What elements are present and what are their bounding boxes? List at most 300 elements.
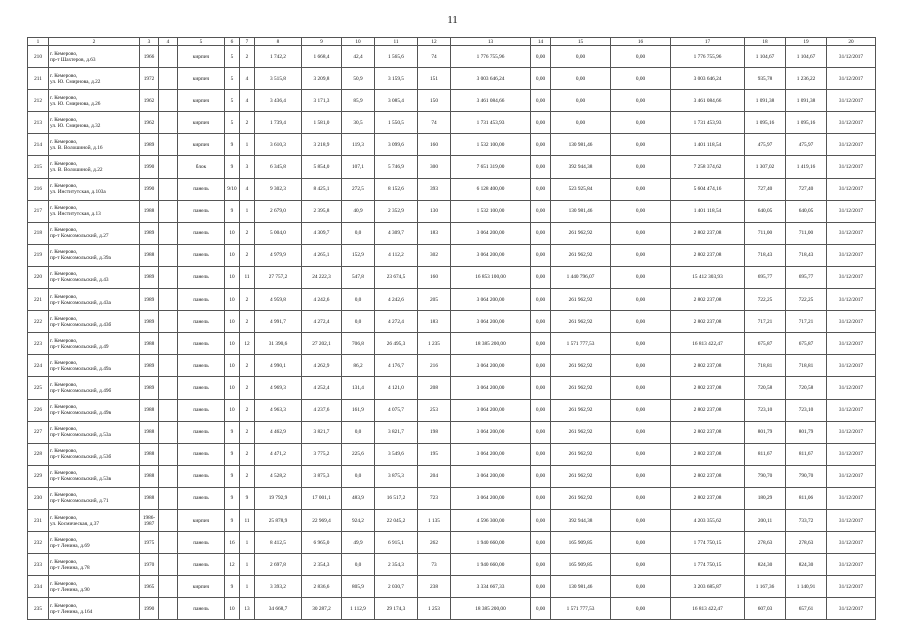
cell-year: 1988 bbox=[140, 333, 159, 355]
cell-c9: 4 252,4 bbox=[302, 377, 342, 399]
address-cell bbox=[49, 68, 140, 90]
cell-fl: 9 bbox=[225, 465, 240, 487]
cell-fl: 10 bbox=[225, 222, 240, 244]
address-street: пр-т Ленина, д.78 bbox=[50, 564, 90, 571]
cell-c18: 720,58 bbox=[745, 377, 786, 399]
cell-c10: 0,0 bbox=[342, 311, 375, 333]
cell-c17: 3 461 084,66 bbox=[671, 90, 745, 112]
cell-ent: 2 bbox=[240, 377, 255, 399]
cell-c12: 253 bbox=[418, 399, 451, 421]
cell-c15: 261 962,92 bbox=[551, 443, 611, 465]
address-cell bbox=[49, 377, 140, 399]
cell-c14: 0,00 bbox=[531, 509, 551, 531]
cell-year: 1989 bbox=[140, 311, 159, 333]
cell-c17: 2 802 237,08 bbox=[671, 311, 745, 333]
cell-c13: 4 596 300,00 bbox=[451, 509, 531, 531]
cell-c14: 0,00 bbox=[531, 222, 551, 244]
cell-c14: 0,00 bbox=[531, 465, 551, 487]
cell-year: 1989 bbox=[140, 266, 159, 288]
cell-fl: 9 bbox=[225, 156, 240, 178]
cell-c13: 3 064 200,00 bbox=[451, 421, 531, 443]
cell-c18: 200,11 bbox=[745, 509, 786, 531]
cell-c14: 0,00 bbox=[531, 377, 551, 399]
cell-c11: 29 174,3 bbox=[375, 598, 418, 620]
cell-c16: 0,00 bbox=[611, 598, 671, 620]
cell-blank bbox=[159, 222, 178, 244]
cell-c18: 278,63 bbox=[745, 532, 786, 554]
table-row bbox=[28, 289, 876, 311]
cell-c12: 73 bbox=[418, 554, 451, 576]
cell-c8: 8 412,5 bbox=[255, 532, 302, 554]
cell-c17: 2 802 237,08 bbox=[671, 222, 745, 244]
cell-n: 210 bbox=[28, 46, 49, 68]
cell-c12: 198 bbox=[418, 421, 451, 443]
cell-ent: 1 bbox=[240, 554, 255, 576]
column-header-9: 9 bbox=[302, 38, 342, 46]
cell-ent: 13 bbox=[240, 598, 255, 620]
table-row bbox=[28, 244, 876, 266]
address-city: г. Кемерово, bbox=[50, 138, 78, 145]
cell-c16: 0,00 bbox=[611, 134, 671, 156]
address-street: пр-т Комсомольский, д.49б bbox=[50, 387, 112, 394]
cell-n: 232 bbox=[28, 532, 49, 554]
table-row bbox=[28, 443, 876, 465]
cell-c12: 302 bbox=[418, 244, 451, 266]
cell-c11: 22 045,2 bbox=[375, 509, 418, 531]
cell-c12: 393 bbox=[418, 178, 451, 200]
cell-c8: 4 991,7 bbox=[255, 311, 302, 333]
cell-year: 1970 bbox=[140, 554, 159, 576]
cell-blank bbox=[159, 68, 178, 90]
cell-fl: 5 bbox=[225, 68, 240, 90]
column-header-1: 1 bbox=[28, 38, 49, 46]
cell-n: 229 bbox=[28, 465, 49, 487]
cell-c14: 0,00 bbox=[531, 443, 551, 465]
cell-mat: панель bbox=[178, 178, 225, 200]
cell-n: 226 bbox=[28, 399, 49, 421]
cell-c13: 18 385 200,00 bbox=[451, 333, 531, 355]
cell-mat: панель bbox=[178, 487, 225, 509]
address-city: г. Кемерово, bbox=[50, 558, 78, 565]
cell-c10: 131,4 bbox=[342, 377, 375, 399]
cell-c11: 4 121,0 bbox=[375, 377, 418, 399]
cell-c9: 27 202,1 bbox=[302, 333, 342, 355]
cell-c20: 31/12/2017 bbox=[827, 266, 876, 288]
cell-c14: 0,00 bbox=[531, 598, 551, 620]
address-city: г. Кемерово, bbox=[50, 161, 78, 168]
cell-blank bbox=[159, 554, 178, 576]
table-row bbox=[28, 377, 876, 399]
cell-c9: 2 354,3 bbox=[302, 554, 342, 576]
cell-c15: 165 909,85 bbox=[551, 532, 611, 554]
cell-c10: 225,6 bbox=[342, 443, 375, 465]
cell-c9: 30 287,2 bbox=[302, 598, 342, 620]
cell-c13: 6 128 400,00 bbox=[451, 178, 531, 200]
cell-c20: 31/12/2017 bbox=[827, 311, 876, 333]
address-city: г. Кемерово, bbox=[50, 183, 78, 190]
cell-fl: 10 bbox=[225, 289, 240, 311]
cell-c17: 2 802 237,08 bbox=[671, 487, 745, 509]
cell-year: 1989 bbox=[140, 289, 159, 311]
address-city: г. Кемерово, bbox=[50, 116, 78, 123]
table-row bbox=[28, 465, 876, 487]
table-row bbox=[28, 333, 876, 355]
cell-c11: 4 272,4 bbox=[375, 311, 418, 333]
cell-c20: 31/12/2017 bbox=[827, 377, 876, 399]
cell-c11: 1 550,5 bbox=[375, 112, 418, 134]
cell-c14: 0,00 bbox=[531, 112, 551, 134]
cell-c11: 6 915,1 bbox=[375, 532, 418, 554]
cell-mat: панель bbox=[178, 311, 225, 333]
cell-blank bbox=[159, 333, 178, 355]
cell-ent: 2 bbox=[240, 399, 255, 421]
cell-c17: 1 401 118,54 bbox=[671, 200, 745, 222]
cell-c19: 720,58 bbox=[786, 377, 827, 399]
cell-c8: 34 668,7 bbox=[255, 598, 302, 620]
cell-c8: 4 969,3 bbox=[255, 377, 302, 399]
cell-c15: 261 962,92 bbox=[551, 465, 611, 487]
column-header-13: 13 bbox=[451, 38, 531, 46]
cell-c19: 711,00 bbox=[786, 222, 827, 244]
cell-c13: 3 064 200,00 bbox=[451, 377, 531, 399]
cell-c20: 31/12/2017 bbox=[827, 487, 876, 509]
cell-c8: 19 792,9 bbox=[255, 487, 302, 509]
address-street: ул. Ю. Смирнова, д.22 bbox=[50, 78, 101, 85]
cell-c9: 17 001,1 bbox=[302, 487, 342, 509]
table-row bbox=[28, 355, 876, 377]
cell-fl: 10 bbox=[225, 399, 240, 421]
cell-c19: 1 104,67 bbox=[786, 46, 827, 68]
cell-mat: панель bbox=[178, 598, 225, 620]
address-city: г. Кемерово, bbox=[50, 227, 78, 234]
cell-blank bbox=[159, 289, 178, 311]
cell-c9: 4 309,7 bbox=[302, 222, 342, 244]
column-header-10: 10 bbox=[342, 38, 375, 46]
cell-c19: 801,79 bbox=[786, 421, 827, 443]
cell-year: 1986-1987 bbox=[140, 509, 159, 531]
address-street: ул. Институтская, д.13 bbox=[50, 211, 101, 218]
cell-c19: 695,77 bbox=[786, 266, 827, 288]
table-row bbox=[28, 178, 876, 200]
cell-c20: 31/12/2017 bbox=[827, 509, 876, 531]
cell-c15: 261 962,92 bbox=[551, 377, 611, 399]
address-cell bbox=[49, 134, 140, 156]
cell-year: 1962 bbox=[140, 90, 159, 112]
cell-n: 223 bbox=[28, 333, 49, 355]
cell-c16: 0,00 bbox=[611, 68, 671, 90]
cell-c9: 3 875,3 bbox=[302, 465, 342, 487]
table-row bbox=[28, 532, 876, 554]
address-cell bbox=[49, 200, 140, 222]
cell-c13: 1 731 453,93 bbox=[451, 112, 531, 134]
column-header-18: 18 bbox=[745, 38, 786, 46]
cell-c12: 723 bbox=[418, 487, 451, 509]
column-header-2: 2 bbox=[49, 38, 140, 46]
cell-ent: 1 bbox=[240, 134, 255, 156]
cell-c10: 0,0 bbox=[342, 421, 375, 443]
cell-c11: 1 565,6 bbox=[375, 46, 418, 68]
address-cell bbox=[49, 333, 140, 355]
cell-c9: 1 581,0 bbox=[302, 112, 342, 134]
cell-mat: панель bbox=[178, 333, 225, 355]
address-street: ул. Ю. Смирнова, д.32 bbox=[50, 122, 101, 129]
cell-c20: 31/12/2017 bbox=[827, 598, 876, 620]
address-city: г. Кемерово, bbox=[50, 359, 78, 366]
cell-ent: 3 bbox=[240, 156, 255, 178]
cell-c17: 16 813 422,47 bbox=[671, 598, 745, 620]
cell-mat: панель bbox=[178, 200, 225, 222]
cell-c8: 2 679,0 bbox=[255, 200, 302, 222]
address-city: г. Кемерово, bbox=[50, 94, 78, 101]
cell-blank bbox=[159, 244, 178, 266]
cell-c15: 1 571 777,53 bbox=[551, 333, 611, 355]
cell-c10: 86,2 bbox=[342, 355, 375, 377]
cell-ent: 2 bbox=[240, 289, 255, 311]
address-street: ул. В. Волошиной, д.22 bbox=[50, 167, 103, 174]
cell-c18: 718,43 bbox=[745, 244, 786, 266]
cell-c10: 0,0 bbox=[342, 289, 375, 311]
cell-year: 1972 bbox=[140, 68, 159, 90]
cell-c8: 4 990,1 bbox=[255, 355, 302, 377]
cell-c14: 0,00 bbox=[531, 532, 551, 554]
cell-ent: 12 bbox=[240, 333, 255, 355]
address-city: г. Кемерово, bbox=[50, 249, 78, 256]
cell-c20: 31/12/2017 bbox=[827, 134, 876, 156]
cell-mat: кирпич bbox=[178, 112, 225, 134]
cell-fl: 5 bbox=[225, 90, 240, 112]
cell-c17: 1 774 750,15 bbox=[671, 554, 745, 576]
cell-c18: 1 307,02 bbox=[745, 156, 786, 178]
cell-c18: 935,78 bbox=[745, 68, 786, 90]
cell-c14: 0,00 bbox=[531, 266, 551, 288]
cell-blank bbox=[159, 487, 178, 509]
cell-c18: 1 091,38 bbox=[745, 90, 786, 112]
cell-c10: 547,8 bbox=[342, 266, 375, 288]
cell-fl: 9 bbox=[225, 200, 240, 222]
cell-c20: 31/12/2017 bbox=[827, 399, 876, 421]
cell-c8: 31 390,6 bbox=[255, 333, 302, 355]
cell-c17: 1 776 755,96 bbox=[671, 46, 745, 68]
cell-c9: 3 218,9 bbox=[302, 134, 342, 156]
cell-c15: 0,00 bbox=[551, 112, 611, 134]
cell-c20: 31/12/2017 bbox=[827, 90, 876, 112]
cell-c17: 2 802 237,08 bbox=[671, 244, 745, 266]
cell-n: 227 bbox=[28, 421, 49, 443]
address-city: г. Кемерово, bbox=[50, 293, 78, 300]
cell-ent: 2 bbox=[240, 244, 255, 266]
cell-c8: 9 302,3 bbox=[255, 178, 302, 200]
cell-year: 1990 bbox=[140, 598, 159, 620]
cell-c19: 1 419,16 bbox=[786, 156, 827, 178]
cell-c10: 0,0 bbox=[342, 554, 375, 576]
cell-fl: 9 bbox=[225, 134, 240, 156]
table-row bbox=[28, 200, 876, 222]
cell-fl: 10 bbox=[225, 311, 240, 333]
address-street: пр-т Комсомольский, д.27 bbox=[50, 233, 109, 240]
cell-fl: 10 bbox=[225, 266, 240, 288]
cell-c16: 0,00 bbox=[611, 443, 671, 465]
cell-c14: 0,00 bbox=[531, 333, 551, 355]
cell-mat: панель bbox=[178, 355, 225, 377]
cell-c18: 722,25 bbox=[745, 289, 786, 311]
cell-mat: панель bbox=[178, 244, 225, 266]
cell-ent: 2 bbox=[240, 421, 255, 443]
cell-blank bbox=[159, 377, 178, 399]
cell-blank bbox=[159, 266, 178, 288]
cell-c19: 1 236,22 bbox=[786, 68, 827, 90]
address-cell bbox=[49, 289, 140, 311]
cell-fl: 9/10 bbox=[225, 178, 240, 200]
cell-c13: 3 064 200,00 bbox=[451, 443, 531, 465]
address-city: г. Кемерово, bbox=[50, 50, 78, 57]
cell-c14: 0,00 bbox=[531, 90, 551, 112]
cell-blank bbox=[159, 112, 178, 134]
column-header-15: 15 bbox=[551, 38, 611, 46]
cell-c10: 30,5 bbox=[342, 112, 375, 134]
cell-c15: 130 981,46 bbox=[551, 200, 611, 222]
cell-c17: 4 203 355,62 bbox=[671, 509, 745, 531]
cell-n: 222 bbox=[28, 311, 49, 333]
cell-c10: 152,9 bbox=[342, 244, 375, 266]
cell-n: 230 bbox=[28, 487, 49, 509]
address-street: ул. Ю. Смирнова, д.26 bbox=[50, 100, 101, 107]
cell-c15: 261 962,92 bbox=[551, 244, 611, 266]
cell-c18: 711,00 bbox=[745, 222, 786, 244]
cell-c18: 811,67 bbox=[745, 443, 786, 465]
address-street: пр-т Комсомольский, д.49а bbox=[50, 365, 111, 372]
cell-c19: 723,10 bbox=[786, 399, 827, 421]
cell-blank bbox=[159, 598, 178, 620]
cell-c15: 165 909,85 bbox=[551, 554, 611, 576]
cell-c17: 3 003 646,24 bbox=[671, 68, 745, 90]
cell-n: 215 bbox=[28, 156, 49, 178]
cell-c8: 3 436,4 bbox=[255, 90, 302, 112]
cell-c17: 2 802 237,08 bbox=[671, 355, 745, 377]
cell-c15: 261 962,92 bbox=[551, 311, 611, 333]
header-row bbox=[28, 38, 876, 46]
cell-c15: 392 944,38 bbox=[551, 509, 611, 531]
cell-c17: 2 802 237,08 bbox=[671, 399, 745, 421]
cell-c10: 107,1 bbox=[342, 156, 375, 178]
cell-c18: 723,10 bbox=[745, 399, 786, 421]
cell-c12: 195 bbox=[418, 443, 451, 465]
address-cell bbox=[49, 156, 140, 178]
cell-c20: 31/12/2017 bbox=[827, 222, 876, 244]
cell-c12: 74 bbox=[418, 112, 451, 134]
cell-fl: 10 bbox=[225, 244, 240, 266]
cell-c11: 3 099,6 bbox=[375, 134, 418, 156]
address-cell bbox=[49, 465, 140, 487]
address-city: г. Кемерово, bbox=[50, 315, 78, 322]
cell-c19: 475,97 bbox=[786, 134, 827, 156]
cell-c13: 1 940 660,00 bbox=[451, 532, 531, 554]
cell-c16: 0,00 bbox=[611, 377, 671, 399]
cell-c12: 160 bbox=[418, 134, 451, 156]
cell-year: 1989 bbox=[140, 377, 159, 399]
cell-mat: кирпич bbox=[178, 90, 225, 112]
cell-c8: 3 393,2 bbox=[255, 576, 302, 598]
cell-year: 1990 bbox=[140, 178, 159, 200]
address-city: г. Кемерово, bbox=[50, 205, 78, 212]
cell-c16: 0,00 bbox=[611, 90, 671, 112]
cell-c13: 1 940 660,00 bbox=[451, 554, 531, 576]
cell-c10: 50,9 bbox=[342, 68, 375, 90]
cell-n: 218 bbox=[28, 222, 49, 244]
cell-c14: 0,00 bbox=[531, 355, 551, 377]
cell-year: 1990 bbox=[140, 156, 159, 178]
column-header-11: 11 bbox=[375, 38, 418, 46]
cell-c19: 718,81 bbox=[786, 355, 827, 377]
cell-c9: 8 425,1 bbox=[302, 178, 342, 200]
cell-c17: 1 774 750,15 bbox=[671, 532, 745, 554]
cell-year: 1989 bbox=[140, 355, 159, 377]
cell-n: 219 bbox=[28, 244, 49, 266]
cell-c10: 706,8 bbox=[342, 333, 375, 355]
cell-ent: 11 bbox=[240, 509, 255, 531]
cell-c9: 24 222,3 bbox=[302, 266, 342, 288]
address-street: ул. Космическая, д.37 bbox=[50, 520, 100, 527]
address-street: пр-т Комсомольский, д.53а bbox=[50, 432, 111, 439]
cell-c8: 5 004,0 bbox=[255, 222, 302, 244]
address-city: г. Кемерово, bbox=[50, 426, 78, 433]
cell-c20: 31/12/2017 bbox=[827, 112, 876, 134]
address-city: г. Кемерово, bbox=[50, 492, 78, 499]
cell-blank bbox=[159, 46, 178, 68]
cell-c16: 0,00 bbox=[611, 178, 671, 200]
cell-fl: 5 bbox=[225, 112, 240, 134]
page-number: 11 bbox=[447, 14, 458, 26]
cell-c11: 3 159,5 bbox=[375, 68, 418, 90]
cell-c20: 31/12/2017 bbox=[827, 554, 876, 576]
cell-c8: 1 742,2 bbox=[255, 46, 302, 68]
cell-c9: 4 265,1 bbox=[302, 244, 342, 266]
cell-c11: 3 821,7 bbox=[375, 421, 418, 443]
address-cell bbox=[49, 90, 140, 112]
address-street: пр-т Комсомольский, д.43 bbox=[50, 277, 109, 284]
cell-c20: 31/12/2017 bbox=[827, 46, 876, 68]
cell-fl: 9 bbox=[225, 487, 240, 509]
table-row bbox=[28, 222, 876, 244]
cell-c20: 31/12/2017 bbox=[827, 200, 876, 222]
cell-mat: кирпич bbox=[178, 509, 225, 531]
cell-year: 1965 bbox=[140, 576, 159, 598]
cell-c9: 3 821,7 bbox=[302, 421, 342, 443]
table-row bbox=[28, 90, 876, 112]
address-street: пр-т Комсомольский, д.39а bbox=[50, 255, 111, 262]
cell-fl: 5 bbox=[225, 46, 240, 68]
cell-c16: 0,00 bbox=[611, 311, 671, 333]
cell-c15: 1 440 796,07 bbox=[551, 266, 611, 288]
cell-c15: 261 962,92 bbox=[551, 355, 611, 377]
cell-c14: 0,00 bbox=[531, 156, 551, 178]
cell-c14: 0,00 bbox=[531, 487, 551, 509]
cell-c19: 657,61 bbox=[786, 598, 827, 620]
cell-c13: 3 064 200,00 bbox=[451, 487, 531, 509]
cell-c10: 85,9 bbox=[342, 90, 375, 112]
cell-c13: 7 651 319,00 bbox=[451, 156, 531, 178]
cell-c9: 4 242,6 bbox=[302, 289, 342, 311]
cell-c9: 4 262,9 bbox=[302, 355, 342, 377]
cell-c19: 811,67 bbox=[786, 443, 827, 465]
cell-c11: 16 517,2 bbox=[375, 487, 418, 509]
cell-year: 1975 bbox=[140, 532, 159, 554]
cell-c12: 151 bbox=[418, 68, 451, 90]
cell-c18: 824,30 bbox=[745, 554, 786, 576]
column-header-19: 19 bbox=[786, 38, 827, 46]
cell-ent: 2 bbox=[240, 355, 255, 377]
cell-n: 233 bbox=[28, 554, 49, 576]
cell-c14: 0,00 bbox=[531, 289, 551, 311]
